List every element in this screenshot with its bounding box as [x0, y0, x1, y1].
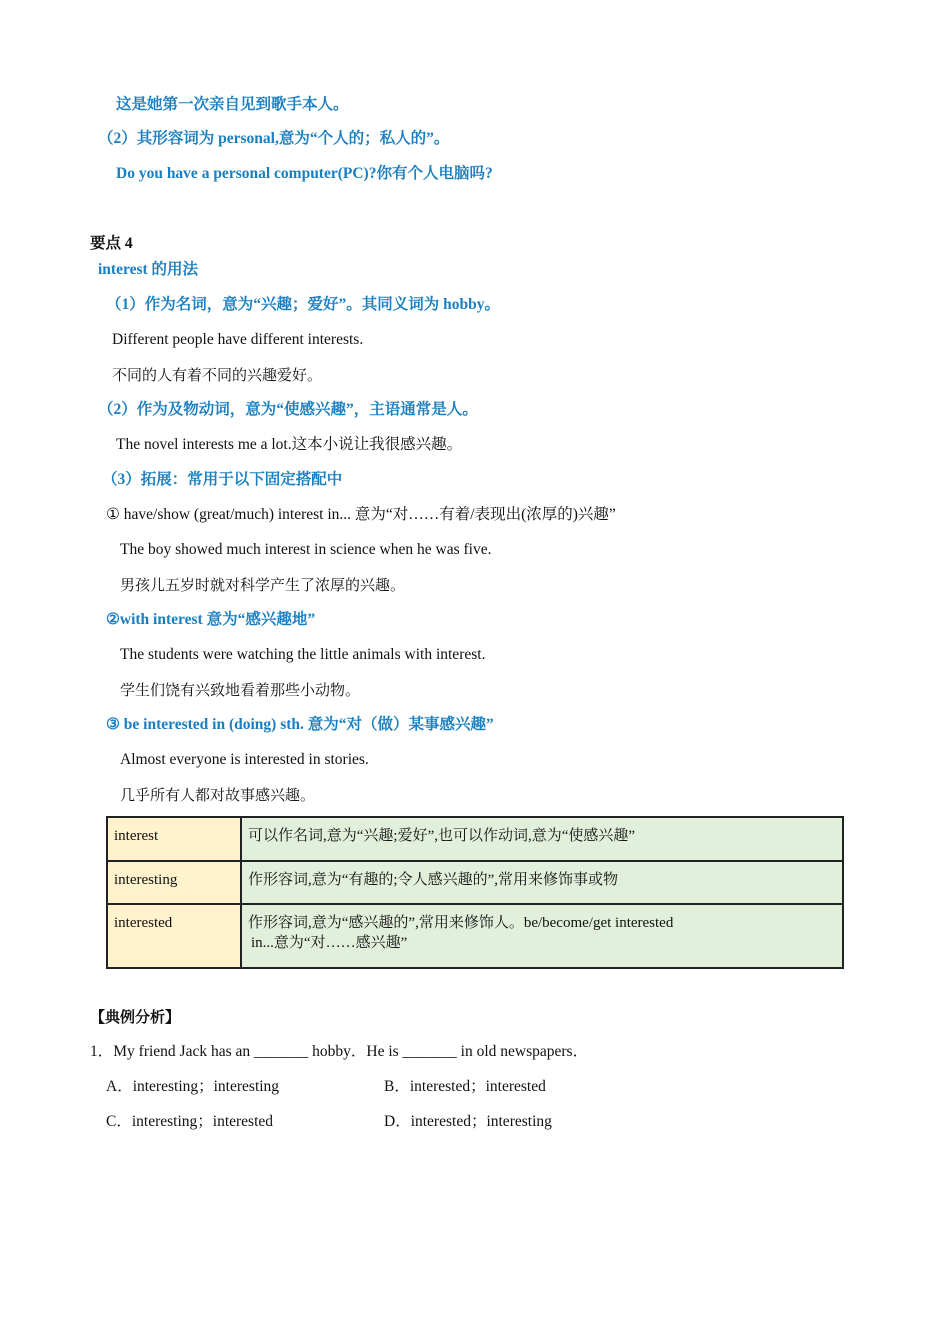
- example-sentence-cn: 这是她第一次亲自见到歌手本人。: [116, 95, 349, 113]
- option-d[interactable]: D．interested；interesting: [384, 1113, 552, 1130]
- usage-verb: （2）作为及物动词，意为“使感兴趣”，主语通常是人。: [98, 401, 478, 418]
- table-desc-line: 作形容词,意为“感兴趣的”,常用来修饰人。be/become/get interested: [248, 915, 674, 931]
- table-row: [107, 904, 843, 968]
- usage-noun-example-cn: 不同的人有着不同的兴趣爱好。: [112, 366, 323, 384]
- option-c[interactable]: C．interesting；interested: [106, 1113, 274, 1130]
- table-row: [107, 817, 843, 861]
- table-desc-line: in...意为“对……感兴趣”: [251, 935, 408, 951]
- collocation-1-example-cn: 男孩儿五岁时就对科学产生了浓厚的兴趣。: [120, 576, 406, 594]
- table-desc-cell: 作形容词,意为“有趣的;令人感兴趣的”,常用来修饰事或物: [241, 861, 843, 904]
- collocation-3-example-en: Almost everyone is interested in stories.: [120, 751, 369, 768]
- usage-extension: （3）拓展：常用于以下固定搭配中: [102, 471, 343, 488]
- collocation-2-example-cn: 学生们饶有兴致地看着那些小动物。: [120, 681, 361, 699]
- section-heading: 要点 4: [90, 235, 133, 252]
- example-sentence-pc: Do you have a personal computer(PC)?你有个人电脑吗?: [116, 165, 493, 182]
- collocation-3-example-cn: 几乎所有人都对故事感兴趣。: [120, 786, 316, 804]
- collocation-1-example-en: The boy showed much interest in science when he was five.: [120, 541, 492, 558]
- section-title: interest 的用法: [98, 261, 199, 278]
- comparison-table: [106, 816, 844, 969]
- question-1: 1．My friend Jack has an _______ hobby．He is _______ in old newspapers．: [90, 1043, 589, 1060]
- usage-noun: （1）作为名词，意为“兴趣；爱好”。其同义词为 hobby。: [106, 296, 500, 313]
- examples-heading: 【典例分析】: [90, 1008, 181, 1026]
- collocation-2-example-en: The students were watching the little animals with interest.: [120, 646, 486, 663]
- table-desc-cell: 可以作名词,意为“兴趣;爱好”,也可以作动词,意为“使感兴趣”: [241, 817, 843, 861]
- table-row: [107, 861, 843, 904]
- collocation-3: ③ be interested in (doing) sth. 意为“对（做）某事感兴趣”: [106, 716, 494, 733]
- collocation-2: ②with interest 意为“感兴趣地”: [106, 611, 316, 628]
- table-desc-cell: [241, 904, 843, 968]
- collocation-1: ① have/show (great/much) interest in... 意为“对……有着/表现出(浓厚的)兴趣”: [106, 506, 616, 523]
- option-b[interactable]: B．interested；interested: [384, 1078, 546, 1095]
- point-2-adjective: （2）其形容词为 personal,意为“个人的；私人的”。: [98, 130, 450, 147]
- table-word-cell: interesting: [107, 861, 241, 904]
- option-a[interactable]: A．interesting；interesting: [106, 1078, 280, 1095]
- usage-verb-example: The novel interests me a lot.这本小说让我很感兴趣。: [116, 436, 463, 453]
- usage-noun-example-en: Different people have different interests.: [112, 331, 364, 348]
- table-word-cell: interest: [107, 817, 241, 861]
- table-word-cell: interested: [107, 904, 241, 968]
